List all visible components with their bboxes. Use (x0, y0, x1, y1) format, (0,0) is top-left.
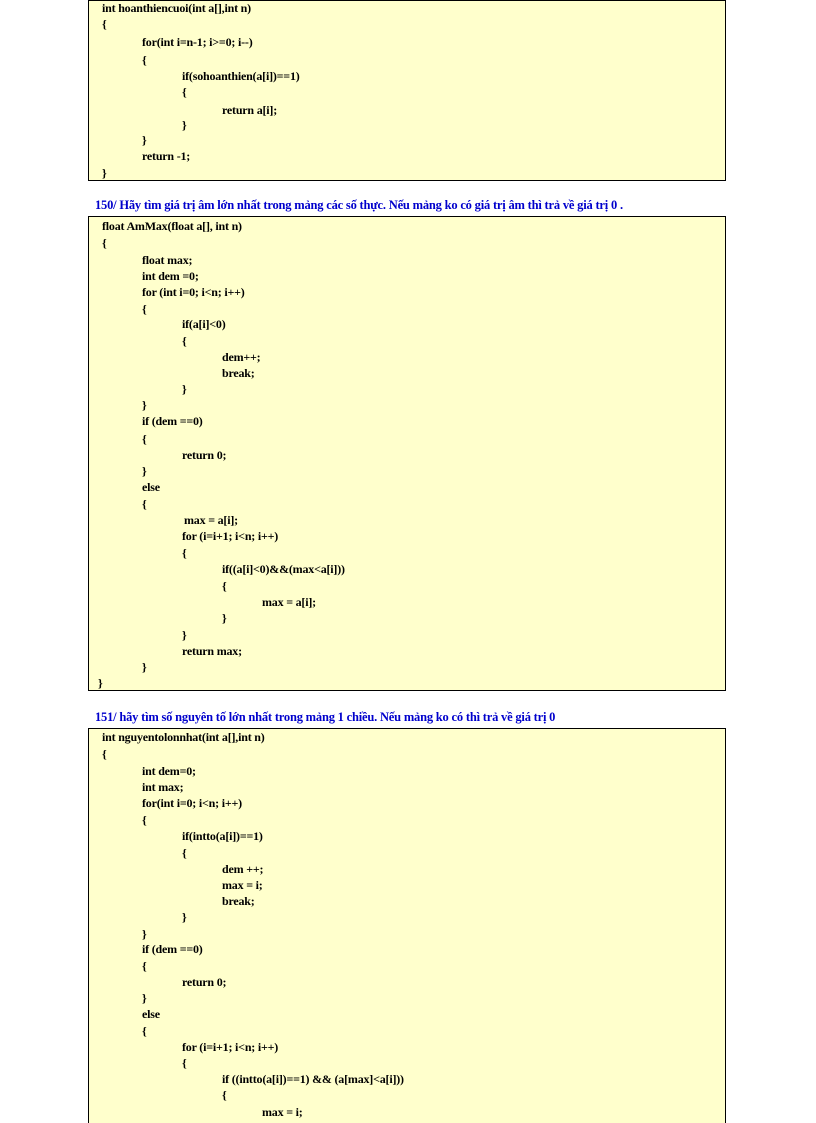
code-line: { (142, 497, 147, 511)
code-line: for(int i=n-1; i>=0; i--) (142, 35, 253, 49)
code-line: return a[i]; (222, 103, 278, 117)
code-line: if (dem ==0) (142, 942, 203, 956)
code-line: return max; (182, 644, 242, 658)
code-line: { (142, 432, 147, 446)
code-line: for (int i=0; i<n; i++) (142, 285, 245, 299)
code-line: { (182, 846, 187, 860)
code-line: { (182, 334, 187, 348)
code-line: { (182, 85, 187, 99)
code-line: } (102, 166, 107, 180)
code-line: { (182, 1056, 187, 1070)
code-line: { (142, 302, 147, 316)
code-line: } (142, 398, 147, 412)
code-line: if(sohoanthien(a[i])==1) (182, 69, 300, 83)
code-line: } (222, 611, 227, 625)
exercise-150-heading: 150/ Hãy tìm giá trị âm lớn nhất trong mảng các số thực. Nếu mảng ko có giá trị âm thì trả về giá trị 0 . (95, 198, 623, 212)
code-line: } (142, 991, 147, 1005)
code-line: for (i=i+1; i<n; i++) (182, 1040, 279, 1054)
code-line: int dem=0; (142, 764, 196, 778)
code-line: if(intto(a[i])==1) (182, 829, 263, 843)
code-line: { (102, 17, 107, 31)
code-line: { (142, 959, 147, 973)
code-line: int max; (142, 780, 184, 794)
code-line: if (dem ==0) (142, 414, 203, 428)
code-line: float max; (142, 253, 193, 267)
code-line: { (142, 53, 147, 67)
code-line: } (182, 118, 187, 132)
code-line: for (i=i+1; i<n; i++) (182, 529, 279, 543)
code-line: break; (222, 366, 255, 380)
code-line: else (142, 1007, 160, 1021)
code-line: { (102, 747, 107, 761)
code-line: return 0; (182, 448, 227, 462)
code-line: { (102, 236, 107, 250)
code-line: } (142, 133, 147, 147)
code-line: return -1; (142, 149, 191, 163)
exercise-151-heading: 151/ hãy tìm số nguyên tố lớn nhất trong mảng 1 chiều. Nếu mảng ko có thì trả về giá trị 0 (95, 710, 556, 724)
code-line: } (182, 910, 187, 924)
code-line: { (142, 1024, 147, 1038)
code-line: { (222, 579, 227, 593)
code-line: { (222, 1088, 227, 1102)
code-line: } (182, 628, 187, 642)
code-line: { (142, 813, 147, 827)
code-line: max = a[i]; (184, 513, 238, 527)
code-line: dem++; (222, 350, 261, 364)
code-line: max = a[i]; (262, 595, 316, 609)
code-line: float AmMax(float a[], int n) (102, 219, 242, 233)
code-line: } (98, 676, 103, 690)
code-line: } (182, 382, 187, 396)
code-line: else (142, 480, 160, 494)
code-line: dem ++; (222, 862, 264, 876)
code-line: if ((intto(a[i])==1) && (a[max]<a[i])) (222, 1072, 404, 1086)
code-line: if(a[i]<0) (182, 317, 226, 331)
code-line: return 0; (182, 975, 227, 989)
code-line: } (142, 927, 147, 941)
code-line: } (142, 464, 147, 478)
code-line: if((a[i]<0)&&(max<a[i])) (222, 562, 345, 576)
code-line: } (142, 660, 147, 674)
code-line: max = i; (222, 878, 263, 892)
code-line: for(int i=0; i<n; i++) (142, 796, 242, 810)
code-line: max = i; (262, 1105, 303, 1119)
code-line: { (182, 546, 187, 560)
code-line: int hoanthiencuoi(int a[],int n) (102, 1, 251, 15)
code-line: break; (222, 894, 255, 908)
code-line: int dem =0; (142, 269, 199, 283)
code-line: int nguyentolonnhat(int a[],int n) (102, 730, 265, 744)
